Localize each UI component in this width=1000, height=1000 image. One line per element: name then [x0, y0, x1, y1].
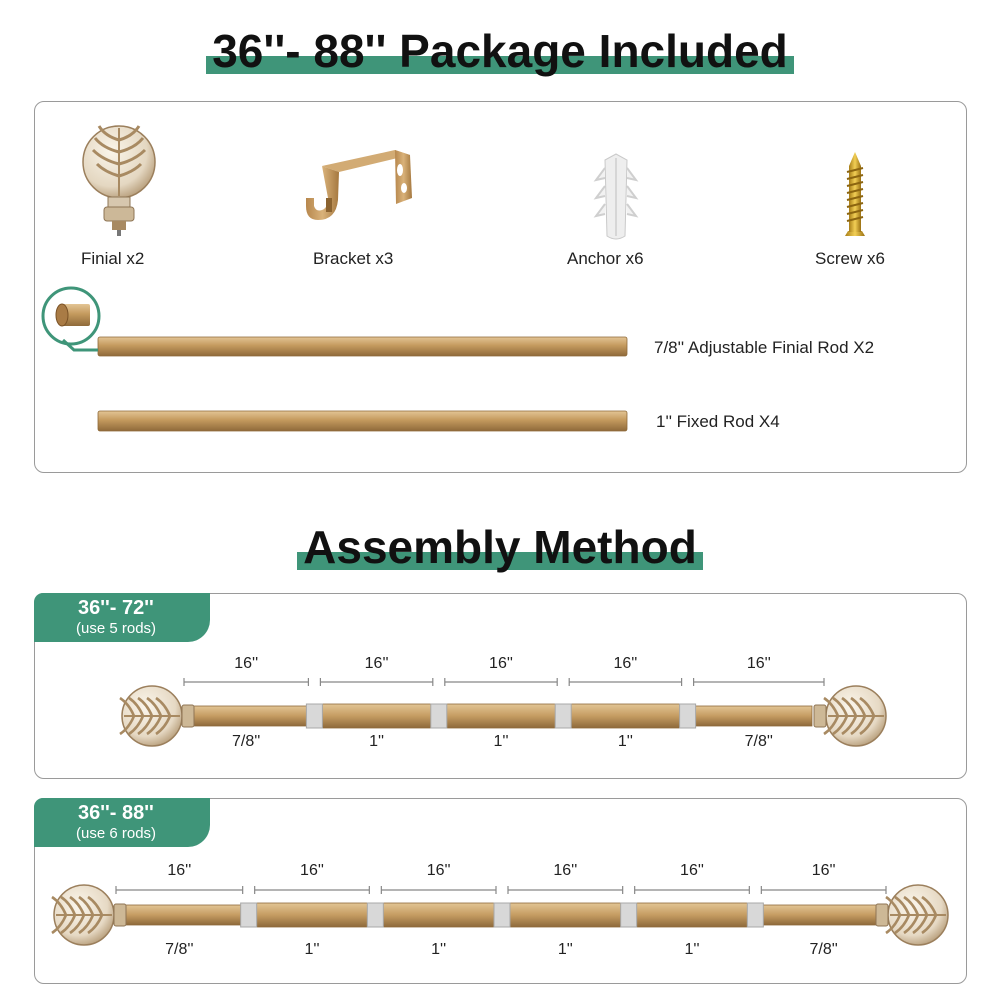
rod-joint: [306, 704, 322, 728]
dimension-line: [320, 678, 432, 686]
segment-length-label: 16'': [680, 862, 704, 879]
segment-diameter-label: 7/8'': [744, 733, 773, 750]
segment-diameter-label: 1'': [369, 733, 385, 750]
rod-segment: [502, 903, 629, 927]
rod-joint: [680, 704, 696, 728]
bracket-label: Bracket x3: [313, 249, 394, 268]
dimension-line: [184, 678, 308, 686]
segment-length-label: 16'': [364, 655, 389, 672]
rod-segment: [122, 905, 249, 925]
rod-joint: [367, 903, 383, 927]
segment-diameter-label: 7/8'': [232, 733, 261, 750]
segment-length-label: 16'': [489, 655, 513, 672]
finial-label: Finial x2: [81, 249, 145, 268]
finial-right-icon: [876, 885, 948, 945]
finial-right-icon: [814, 686, 886, 746]
config-range: 36''- 72'': [78, 597, 154, 619]
anchor-label: Anchor x6: [567, 249, 644, 268]
dimension-line: [694, 678, 824, 686]
rod-segment: [688, 706, 812, 726]
rod-segment: [563, 704, 687, 728]
rod-segment: [190, 706, 314, 726]
finial-left-icon: [120, 686, 194, 746]
segment-diameter-label: 7/8'': [809, 941, 838, 958]
finial-left-icon: [52, 885, 126, 945]
rod-segment: [439, 704, 563, 728]
segment-diameter-label: 1'': [557, 941, 573, 958]
rod-segment: [755, 905, 882, 925]
finial-rod-label: 7/8'' Adjustable Finial Rod X2: [654, 338, 875, 357]
segment-length-label: 16'': [553, 862, 578, 879]
dimension-line: [508, 886, 623, 894]
assembly-rod-2: [116, 886, 886, 927]
dimension-line: [445, 678, 557, 686]
rod-segment: [629, 903, 756, 927]
rod-joint: [241, 903, 257, 927]
rod-joint: [494, 903, 510, 927]
assembly-title: Assembly Method: [297, 522, 703, 572]
dimension-line: [569, 678, 681, 686]
config-note: (use 6 rods): [76, 825, 157, 842]
dimension-line: [255, 886, 370, 894]
segment-length-label: 16'': [300, 862, 324, 879]
assembly-rod-1: [184, 678, 824, 728]
dimension-line: [761, 886, 886, 894]
segment-diameter-label: 1'': [617, 733, 633, 750]
segment-diameter-label: 1'': [684, 941, 700, 958]
rod-joint: [431, 704, 447, 728]
config-range: 36''- 88'': [78, 802, 154, 824]
segment-length-label: 16'': [167, 862, 192, 879]
rod-segment: [375, 903, 502, 927]
segment-diameter-label: 1'': [431, 941, 447, 958]
segment-diameter-label: 1'': [493, 733, 509, 750]
rod-segment: [314, 704, 438, 728]
screw-label: Screw x6: [815, 249, 885, 268]
rod-joint: [555, 704, 571, 728]
rod-joint: [747, 903, 763, 927]
dimension-line: [635, 886, 750, 894]
rod-joint: [621, 903, 637, 927]
dimension-line: [116, 886, 243, 894]
dimension-line: [381, 886, 496, 894]
segment-length-label: 16'': [613, 655, 638, 672]
fixed-rod-label: 1'' Fixed Rod X4: [656, 412, 780, 431]
segment-diameter-label: 1'': [304, 941, 320, 958]
segment-length-label: 16'': [746, 655, 771, 672]
config-note: (use 5 rods): [76, 620, 157, 637]
segment-length-label: 16'': [234, 655, 259, 672]
rod-segment: [249, 903, 376, 927]
segment-diameter-label: 7/8'': [165, 941, 194, 958]
package-title: 36''- 88'' Package Included: [206, 26, 794, 76]
segment-length-label: 16'': [811, 862, 836, 879]
segment-length-label: 16'': [426, 862, 451, 879]
